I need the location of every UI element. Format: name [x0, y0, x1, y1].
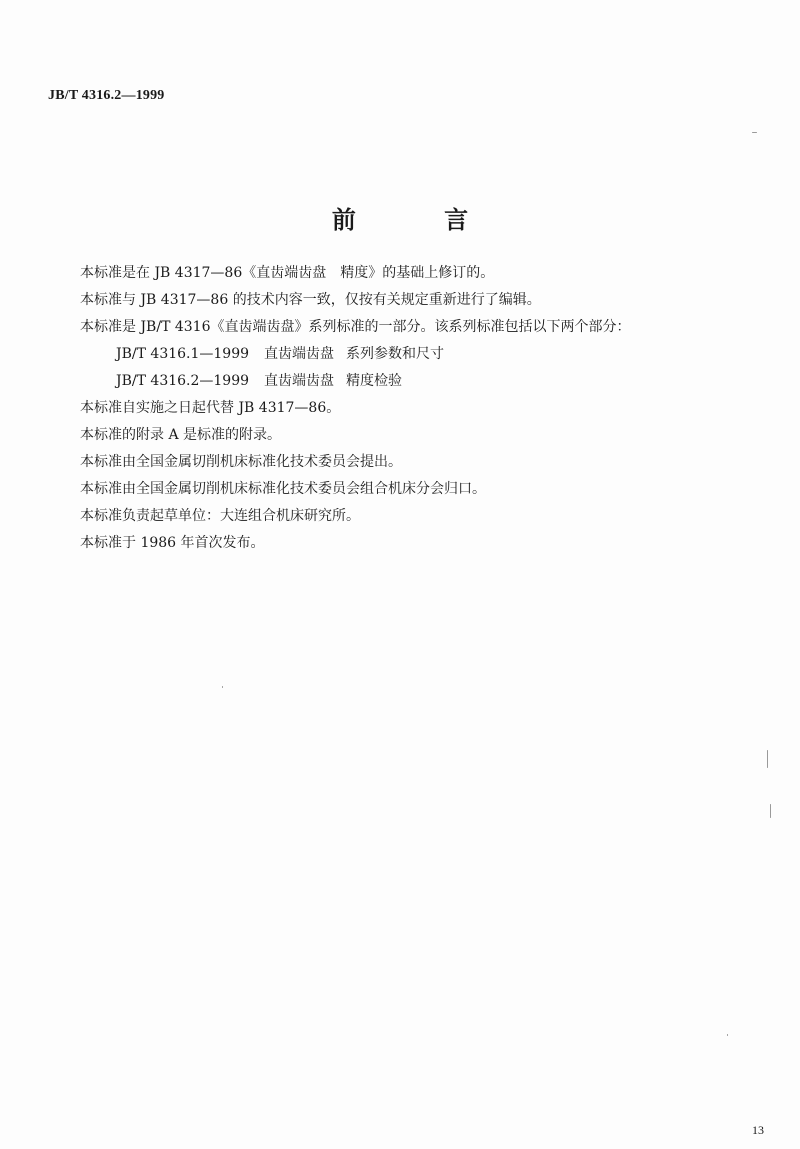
paragraph: 本标准是 JB/T 4316《直齿端齿盘》系列标准的一部分。该系列标准包括以下两个部分： — [80, 319, 631, 335]
paragraph: 本标准是在 JB 4317—86《直齿端齿盘 精度》的基础上修订的。 — [80, 265, 495, 281]
list-item — [80, 368, 740, 395]
paragraph: 本标准由全国金属切削机床标准化技术委员会提出。 — [80, 454, 402, 470]
scan-speck — [222, 686, 223, 688]
scan-speck — [727, 1034, 728, 1036]
part-subtitle: 精度检验 — [346, 373, 402, 389]
list-item — [80, 341, 740, 368]
page-title: 前 言 — [331, 206, 509, 234]
part-name: 直齿端齿盘 — [264, 373, 334, 389]
scan-speck — [767, 750, 768, 768]
part-name: 直齿端齿盘 — [264, 346, 334, 362]
paragraph: 本标准由全国金属切削机床标准化技术委员会组合机床分会归口。 — [80, 481, 486, 497]
scan-speck — [752, 132, 757, 133]
standard-code-header: JB/T 4316.2—1999 — [48, 88, 165, 103]
foreword-body — [80, 260, 740, 557]
page-number: 13 — [752, 1123, 764, 1137]
paragraph: 本标准的附录 A 是标准的附录。 — [80, 427, 282, 443]
scan-speck — [770, 804, 771, 818]
paragraph: 本标准自实施之日起代替 JB 4317—86。 — [80, 400, 341, 416]
part-code: JB/T 4316.2—1999 — [116, 373, 250, 389]
part-code: JB/T 4316.1—1999 — [116, 346, 250, 362]
part-subtitle: 系列参数和尺寸 — [346, 346, 444, 362]
paragraph: 本标准于 1986 年首次发布。 — [80, 535, 265, 551]
paragraph: 本标准负责起草单位：大连组合机床研究所。 — [80, 508, 360, 524]
paragraph: 本标准与 JB 4317—86 的技术内容一致，仅按有关规定重新进行了编辑。 — [80, 292, 541, 308]
